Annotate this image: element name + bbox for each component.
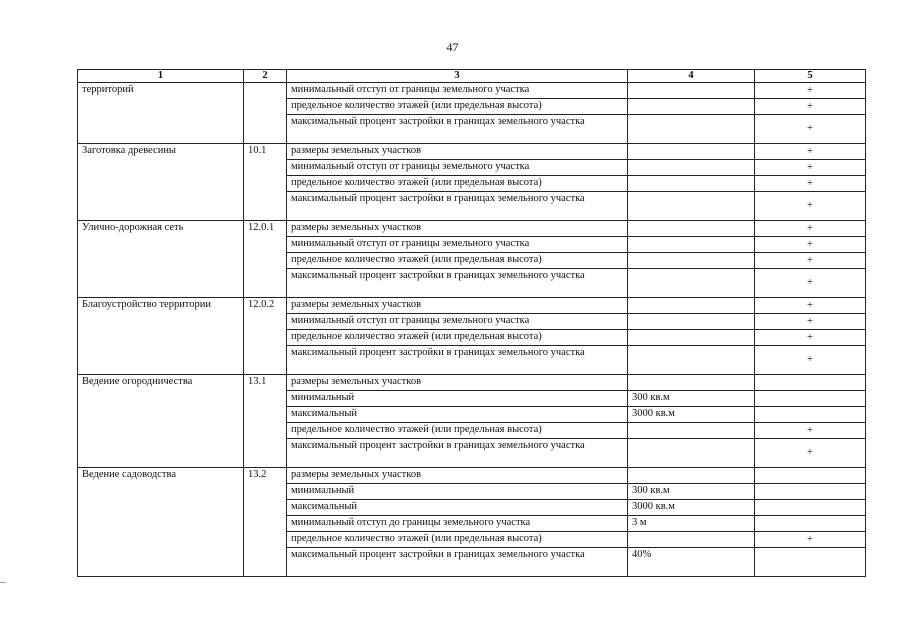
applicability-mark-cell: + <box>755 176 866 192</box>
parameter-cell: максимальный процент застройки в границах земельного участка <box>287 346 628 375</box>
column-header: 1 <box>78 70 244 83</box>
parameter-cell: минимальный отступ до границы земельного участка <box>287 516 628 532</box>
value-cell <box>628 99 755 115</box>
parameter-cell: минимальный отступ от границы земельного участка <box>287 160 628 176</box>
value-cell <box>628 314 755 330</box>
activity-name-cell: Благоустройство территории <box>78 298 244 375</box>
parameter-cell: размеры земельных участков <box>287 468 628 484</box>
value-cell <box>628 532 755 548</box>
value-cell <box>628 375 755 391</box>
value-cell <box>628 83 755 99</box>
page-number: 47 <box>446 40 459 54</box>
applicability-mark-cell: + <box>755 346 866 375</box>
applicability-mark-cell: + <box>755 115 866 144</box>
applicability-mark-cell: + <box>755 253 866 269</box>
parameter-cell: предельное количество этажей (или предельная высота) <box>287 99 628 115</box>
table-row <box>78 298 866 314</box>
parameter-cell: минимальный <box>287 484 628 500</box>
table-row <box>78 83 866 99</box>
table-row <box>78 144 866 160</box>
activity-code-cell: 13.1 <box>244 375 287 468</box>
applicability-mark-cell: + <box>755 423 866 439</box>
value-cell: 3000 кв.м <box>628 500 755 516</box>
parameter-cell: предельное количество этажей (или предельная высота) <box>287 532 628 548</box>
applicability-mark-cell <box>755 375 866 391</box>
value-cell <box>628 468 755 484</box>
value-cell <box>628 346 755 375</box>
applicability-mark-cell: + <box>755 221 866 237</box>
value-cell <box>628 253 755 269</box>
applicability-mark-cell: + <box>755 314 866 330</box>
applicability-mark-cell: + <box>755 298 866 314</box>
activity-code-cell: 13.2 <box>244 468 287 577</box>
value-cell <box>628 439 755 468</box>
column-header: 3 <box>287 70 628 83</box>
value-cell <box>628 115 755 144</box>
activity-code-cell <box>244 83 287 144</box>
parameter-cell: размеры земельных участков <box>287 144 628 160</box>
value-cell <box>628 176 755 192</box>
activity-code-cell: 10.1 <box>244 144 287 221</box>
activity-code-cell: 12.0.2 <box>244 298 287 375</box>
value-cell <box>628 237 755 253</box>
activity-name-cell: Ведение огородничества <box>78 375 244 468</box>
value-cell: 40% <box>628 548 755 577</box>
value-cell <box>628 160 755 176</box>
value-cell: 300 кв.м <box>628 484 755 500</box>
activity-name-cell: Улично-дорожная сеть <box>78 221 244 298</box>
activity-name-cell: Ведение садоводства <box>78 468 244 577</box>
value-cell <box>628 221 755 237</box>
value-cell <box>628 144 755 160</box>
applicability-mark-cell: + <box>755 83 866 99</box>
applicability-mark-cell: + <box>755 144 866 160</box>
applicability-mark-cell: + <box>755 99 866 115</box>
applicability-mark-cell <box>755 516 866 532</box>
parameter-cell: минимальный отступ от границы земельного участка <box>287 237 628 253</box>
applicability-mark-cell: + <box>755 160 866 176</box>
applicability-mark-cell <box>755 500 866 516</box>
parameter-cell: размеры земельных участков <box>287 298 628 314</box>
applicability-mark-cell: + <box>755 439 866 468</box>
parameter-cell: минимальный <box>287 391 628 407</box>
table-row <box>78 375 866 391</box>
parameter-cell: размеры земельных участков <box>287 375 628 391</box>
parameter-cell: предельное количество этажей (или предельная высота) <box>287 253 628 269</box>
applicability-mark-cell: + <box>755 532 866 548</box>
parameter-cell: размеры земельных участков <box>287 221 628 237</box>
parameter-cell: минимальный отступ от границы земельного участка <box>287 83 628 99</box>
table-row <box>78 221 866 237</box>
parameter-cell: максимальный процент застройки в границах земельного участка <box>287 115 628 144</box>
parameter-cell: максимальный процент застройки в границах земельного участка <box>287 439 628 468</box>
regulations-table <box>77 69 866 577</box>
applicability-mark-cell: + <box>755 330 866 346</box>
column-header: 2 <box>244 70 287 83</box>
applicability-mark-cell: + <box>755 192 866 221</box>
parameter-cell: максимальный процент застройки в границах земельного участка <box>287 269 628 298</box>
parameter-cell: предельное количество этажей (или предельная высота) <box>287 176 628 192</box>
applicability-mark-cell: + <box>755 237 866 253</box>
activity-name-cell: Заготовка древесины <box>78 144 244 221</box>
parameter-cell: минимальный отступ от границы земельного участка <box>287 314 628 330</box>
activity-name-cell: территорий <box>78 83 244 144</box>
value-cell <box>628 330 755 346</box>
value-cell <box>628 269 755 298</box>
table-header-row <box>78 70 866 83</box>
parameter-cell: предельное количество этажей (или предельная высота) <box>287 423 628 439</box>
parameter-cell: максимальный процент застройки в границах земельного участка <box>287 548 628 577</box>
column-header: 4 <box>628 70 755 83</box>
parameter-cell: предельное количество этажей (или предельная высота) <box>287 330 628 346</box>
column-header: 5 <box>755 70 866 83</box>
applicability-mark-cell <box>755 548 866 577</box>
parameter-cell: максимальный процент застройки в границах земельного участка <box>287 192 628 221</box>
parameter-cell: максимальный <box>287 407 628 423</box>
table-row <box>78 468 866 484</box>
value-cell <box>628 423 755 439</box>
value-cell <box>628 192 755 221</box>
applicability-mark-cell: + <box>755 269 866 298</box>
table-body <box>78 83 866 577</box>
value-cell: 300 кв.м <box>628 391 755 407</box>
applicability-mark-cell <box>755 391 866 407</box>
applicability-mark-cell <box>755 407 866 423</box>
parameter-cell: максимальный <box>287 500 628 516</box>
scan-artifact <box>0 582 6 583</box>
applicability-mark-cell <box>755 484 866 500</box>
value-cell: 3 м <box>628 516 755 532</box>
value-cell <box>628 298 755 314</box>
value-cell: 3000 кв.м <box>628 407 755 423</box>
activity-code-cell: 12.0.1 <box>244 221 287 298</box>
applicability-mark-cell <box>755 468 866 484</box>
